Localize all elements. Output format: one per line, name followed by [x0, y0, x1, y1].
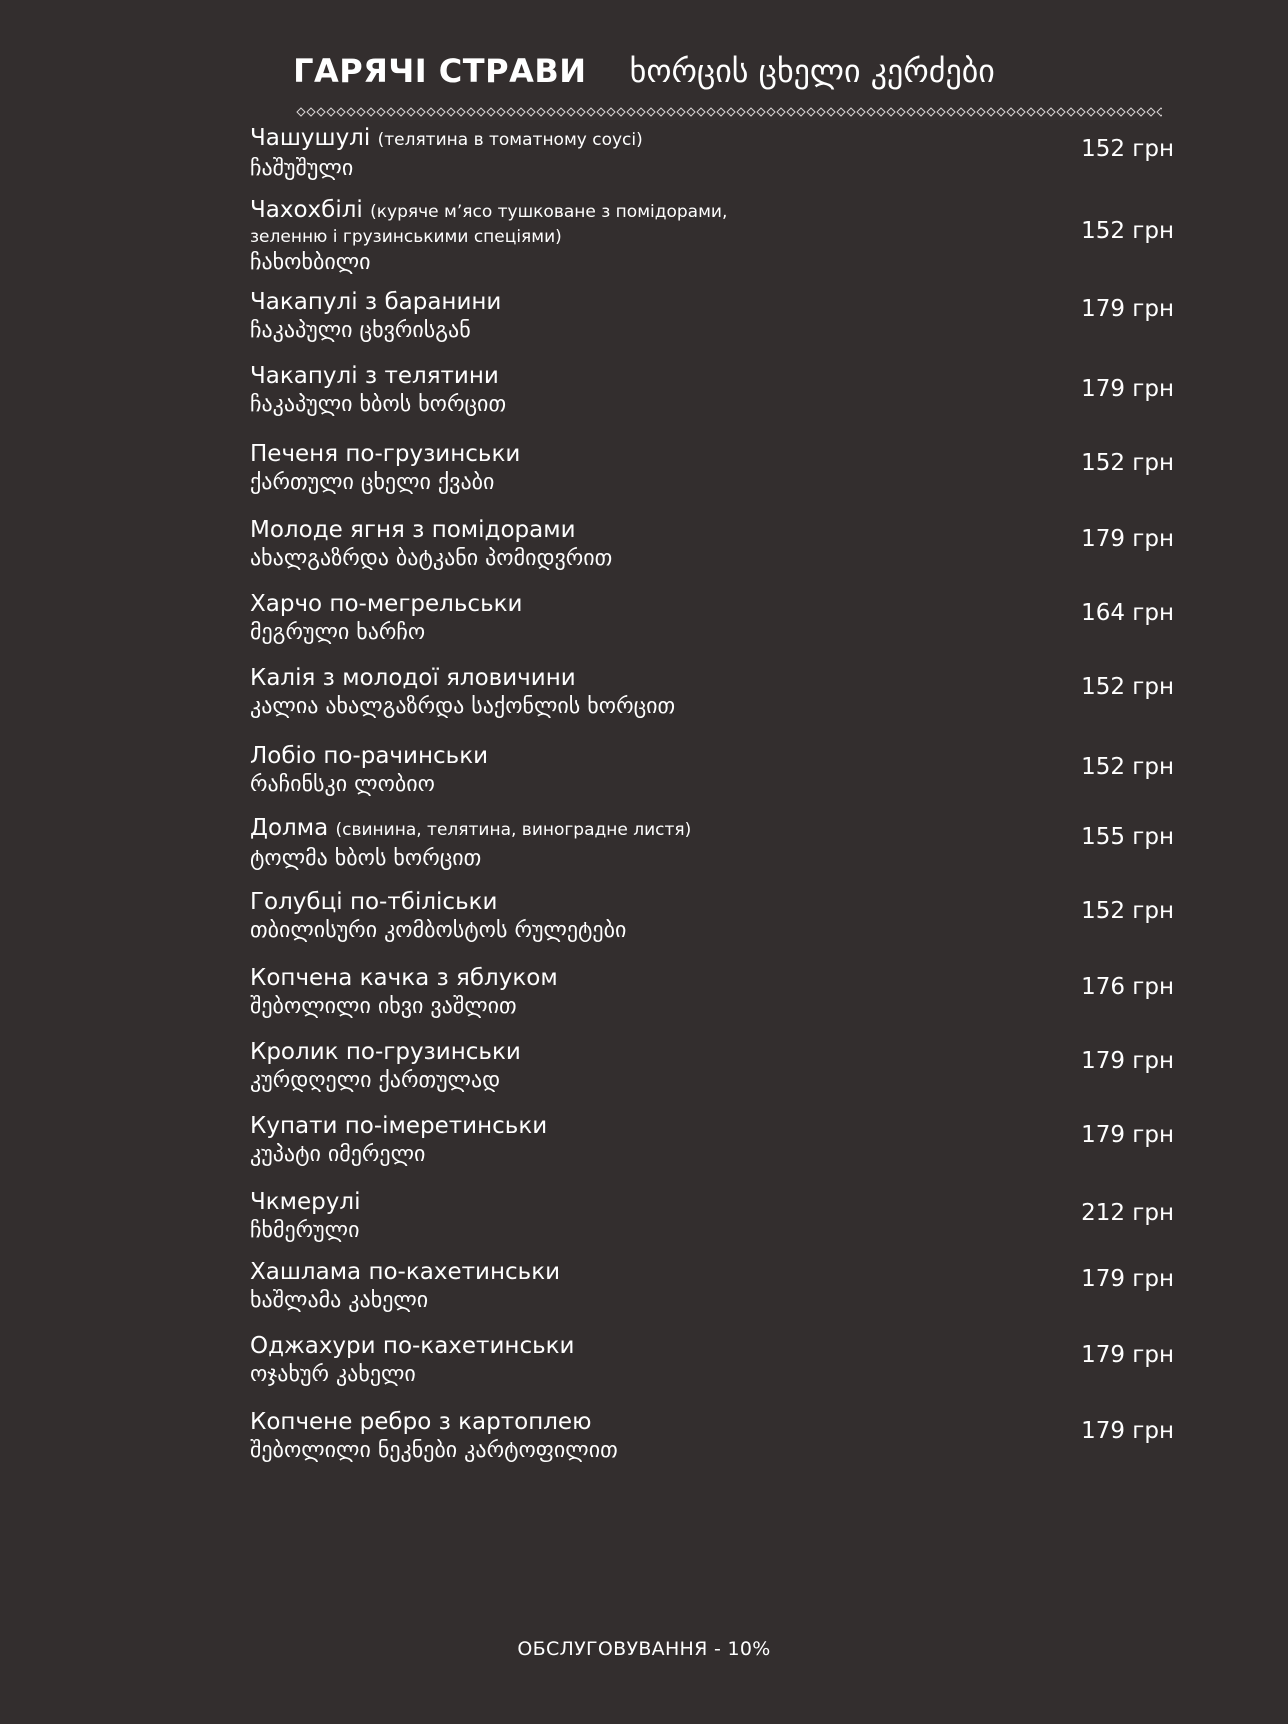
dish-name-ka: თბილისური კომბოსტოს რულეტები: [250, 918, 627, 943]
menu-header: [0, 52, 1288, 90]
section-title-ka: ხორცის ცხელი კერძები: [629, 52, 995, 90]
dish-price: 179 грн: [1081, 1122, 1174, 1148]
dish-name-ua: Чашушулі (телятина в томатному соусі): [250, 125, 643, 151]
dish-name-ka: ჩაკაპული ცხვრისგან: [250, 318, 471, 343]
dish-name-ka: ოჯახურ კახელი: [250, 1362, 416, 1387]
dish-name-ka: შებოლილი იხვი ვაშლით: [250, 994, 517, 1019]
decorative-divider: [296, 106, 1162, 118]
menu-item: [250, 888, 1220, 946]
menu-item: [250, 1038, 1220, 1096]
menu-item: [250, 814, 1220, 874]
dish-name-ka: ჩხმერული: [250, 1218, 360, 1243]
dish-name-ka: კუპატი იმერელი: [250, 1142, 426, 1167]
dish-name-ka: ტოლმა ხბოს ხორცით: [250, 846, 482, 871]
dish-name-ka: ჩახოხბილი: [250, 250, 371, 275]
section-title-ua: ГАРЯЧІ СТРАВИ: [293, 52, 587, 90]
dish-name-ka: მეგრული ხარჩო: [250, 620, 426, 645]
dish-name-ka: ქართული ცხელი ქვაბი: [250, 470, 495, 495]
dish-name-ua: Чахохбілі (куряче м’ясо тушковане з помідорами,: [250, 197, 728, 223]
dish-note-continued: зеленню і грузинськими спеціями): [250, 227, 562, 247]
service-charge-note: ОБСЛУГОВУВАННЯ - 10%: [517, 1638, 771, 1660]
menu-item: [250, 590, 1220, 648]
dish-name-ua: Печеня по-грузинськи: [250, 441, 521, 467]
dish-name-ka: კალია ახალგაზრდა საქონლის ხორცით: [250, 694, 676, 719]
dish-price: 152 грн: [1081, 450, 1174, 476]
menu-item: [250, 516, 1220, 574]
dish-price: 179 грн: [1081, 296, 1174, 322]
menu-item: [250, 288, 1220, 346]
menu-item: [250, 742, 1220, 800]
menu-item: [250, 1258, 1220, 1316]
dish-name-ua: Чкмерулі: [250, 1189, 361, 1215]
dish-name-ka: ახალგაზრდა ბატკანი პომიდვრით: [250, 546, 613, 571]
dish-price: 152 грн: [1081, 674, 1174, 700]
dish-name-ua: Копчена качка з яблуком: [250, 965, 558, 991]
dish-name-ka: კურდღელი ქართულად: [250, 1068, 501, 1093]
menu-item: [250, 196, 1220, 278]
dish-name-ua: Купати по-імеретинськи: [250, 1113, 548, 1139]
dish-price: 152 грн: [1081, 898, 1174, 924]
dish-price: 179 грн: [1081, 526, 1174, 552]
menu-item: [250, 964, 1220, 1022]
dish-name-ua: Калія з молодої яловичини: [250, 665, 576, 691]
menu-item: [250, 1332, 1220, 1390]
dish-price: 179 грн: [1081, 1418, 1174, 1444]
menu-item: [250, 1188, 1220, 1246]
dish-name-ka: ჩაშუშული: [250, 156, 354, 181]
dish-name-ka: შებოლილი ნეკნები კარტოფილით: [250, 1438, 618, 1463]
dish-price: 152 грн: [1081, 218, 1174, 244]
menu-item: [250, 1408, 1220, 1466]
menu-item: [250, 362, 1220, 420]
dish-note: (куряче м’ясо тушковане з помідорами,: [370, 202, 728, 222]
dish-name-ua: Хашлама по-кахетинськи: [250, 1259, 561, 1285]
dish-price: 176 грн: [1081, 974, 1174, 1000]
dish-name-ua: Копчене ребро з картоплею: [250, 1409, 592, 1435]
dish-price: 179 грн: [1081, 1342, 1174, 1368]
dish-price: 155 грн: [1081, 824, 1174, 850]
dish-name-ka: ხაშლამა კახელი: [250, 1288, 429, 1313]
dish-name-ua: Долма (свинина, телятина, виноградне листя): [250, 815, 692, 841]
dish-name-ua: Харчо по-мегрельськи: [250, 591, 523, 617]
dish-note: (телятина в томатному соусі): [377, 130, 643, 150]
menu-item: [250, 124, 1220, 184]
dish-name-ua: Кролик по-грузинськи: [250, 1039, 521, 1065]
dish-name-ua: Чакапулі з баранини: [250, 289, 502, 315]
dish-name-ua: Молоде ягня з помідорами: [250, 517, 576, 543]
menu-item: [250, 440, 1220, 498]
dish-price: 179 грн: [1081, 1048, 1174, 1074]
dish-price: 212 грн: [1081, 1200, 1174, 1226]
dish-name-ua: Оджахури по-кахетинськи: [250, 1333, 575, 1359]
menu-item: [250, 1112, 1220, 1170]
dish-price: 164 грн: [1081, 600, 1174, 626]
dish-name-ua: Лобіо по-рачинськи: [250, 743, 489, 769]
menu-item: [250, 664, 1220, 722]
dish-name-ka: ჩაკაპული ხბოს ხორცით: [250, 392, 507, 417]
dish-price: 179 грн: [1081, 376, 1174, 402]
dish-name-ka: რაჩინსკი ლობიო: [250, 772, 435, 797]
dish-name-ua: Чакапулі з телятини: [250, 363, 499, 389]
dish-name-ua: Голубці по-тбіліськи: [250, 889, 498, 915]
dish-price: 152 грн: [1081, 136, 1174, 162]
dish-price: 179 грн: [1081, 1266, 1174, 1292]
dish-price: 152 грн: [1081, 754, 1174, 780]
dish-note: (свинина, телятина, виноградне листя): [335, 820, 692, 840]
